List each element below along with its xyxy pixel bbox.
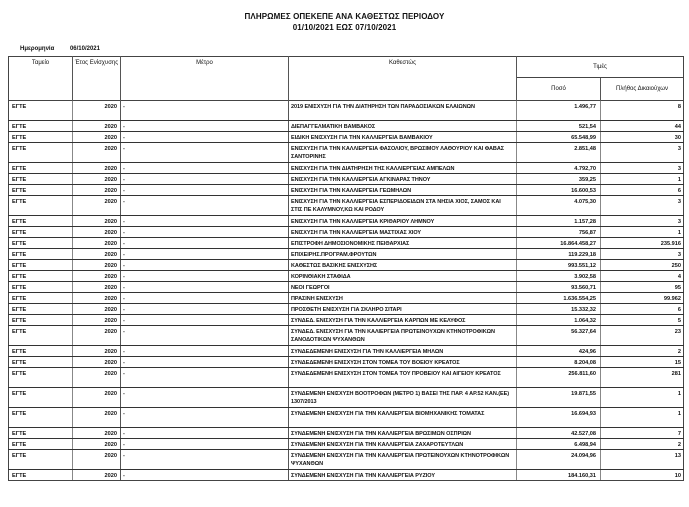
cell-year: 2020 — [73, 357, 121, 368]
cell-year: 2020 — [73, 185, 121, 196]
cell-measure: - — [121, 304, 289, 315]
cell-beneficiaries: 3 — [601, 196, 684, 216]
cell-year: 2020 — [73, 315, 121, 326]
cell-fund: ΕΓΤΕ — [9, 326, 73, 346]
cell-measure: - — [121, 143, 289, 163]
cell-amount: 65.548,99 — [517, 132, 601, 143]
cell-beneficiaries: 44 — [601, 121, 684, 132]
cell-year: 2020 — [73, 174, 121, 185]
cell-year: 2020 — [73, 304, 121, 315]
date-label: Ημερομηνία — [20, 46, 55, 52]
cell-fund: ΕΓΤΕ — [9, 238, 73, 249]
cell-status: ΠΡΑΣΙΝΗ ΕΝΙΣΧΥΣΗ — [289, 293, 517, 304]
header-beneficiaries: Πλήθος Δικαιούχων — [601, 78, 684, 101]
cell-fund: ΕΓΤΕ — [9, 216, 73, 227]
cell-year: 2020 — [73, 143, 121, 163]
cell-year: 2020 — [73, 326, 121, 346]
table-row — [9, 143, 684, 163]
cell-fund: ΕΓΤΕ — [9, 357, 73, 368]
cell-amount: 1.636.554,25 — [517, 293, 601, 304]
cell-amount: 16.600,53 — [517, 185, 601, 196]
table-row — [9, 216, 684, 227]
cell-beneficiaries: 1 — [601, 408, 684, 428]
cell-beneficiaries: 13 — [601, 450, 684, 470]
cell-fund: ΕΓΤΕ — [9, 132, 73, 143]
payments-table — [8, 56, 684, 481]
cell-fund: ΕΓΤΕ — [9, 185, 73, 196]
cell-beneficiaries: 1 — [601, 174, 684, 185]
cell-year: 2020 — [73, 439, 121, 450]
cell-measure: - — [121, 439, 289, 450]
cell-fund: ΕΓΤΕ — [9, 174, 73, 185]
cell-amount: 184.160,31 — [517, 470, 601, 481]
cell-status: 2019 ΕΝΙΣΧΥΣΗ ΓΙΑ ΤΗΝ ΔΙΑΤΗΡΗΣΗ ΤΩΝ ΠΑΡΑΔΟΣΙΑΚΩΝ ΕΛΑΙΩΝΩΝ — [289, 101, 517, 121]
cell-measure: - — [121, 216, 289, 227]
cell-status: ΕΝΙΣΧΥΣΗ ΓΙΑ ΤΗΝ ΚΑΛΛΙΕΡΓΕΙΑ ΜΑΣΤΙΧΑΣ ΧΙΟΥ — [289, 227, 517, 238]
header-fund: Ταμείο — [9, 57, 73, 101]
cell-status: ΣΥΝΔΕΔ. ΕΝΙΣΧΥΣΗ ΓΙΑ ΤΗΝ ΚΑΛΙΕΡΓΕΙΑ ΠΡΩΤΕΙΝΟΥΧΩΝ ΚΤΗΝΟΤΡΟΦΙΚΩΝ ΣΑΝΟΔΟΤΙΚΩΝ ΨΥΧΑΝΘΩΝ — [289, 326, 517, 346]
table-row — [9, 196, 684, 216]
cell-year: 2020 — [73, 450, 121, 470]
header-year: Έτος Ενίσχυσης — [73, 57, 121, 101]
table-row — [9, 132, 684, 143]
cell-fund: ΕΓΤΕ — [9, 196, 73, 216]
table-row — [9, 357, 684, 368]
cell-measure: - — [121, 121, 289, 132]
cell-year: 2020 — [73, 470, 121, 481]
cell-status: ΕΠΙΧΕΙΡΗΣ.ΠΡΟΓΡΑΜ.ΦΡΟΥΤΩΝ — [289, 249, 517, 260]
cell-amount: 4.075,30 — [517, 196, 601, 216]
cell-year: 2020 — [73, 260, 121, 271]
cell-year: 2020 — [73, 346, 121, 357]
table-row — [9, 428, 684, 439]
cell-fund: ΕΓΤΕ — [9, 368, 73, 388]
cell-measure: - — [121, 326, 289, 346]
cell-measure: - — [121, 185, 289, 196]
cell-status: ΣΥΝΔΕΜΕΝΗ ΕΝΙΣΧΥΣΗ ΓΙΑ ΤΗΝ ΚΑΛΛΙΕΡΓΕΙΑ ΠΡΩΤΕΙΝΟΥΧΩΝ ΚΤΗΝΟΤΡΟΦΙΚΩΝ ΨΥΧΑΝΘΩΝ — [289, 450, 517, 470]
cell-amount: 256.811,60 — [517, 368, 601, 388]
cell-amount: 42.527,08 — [517, 428, 601, 439]
table-row — [9, 388, 684, 408]
cell-year: 2020 — [73, 249, 121, 260]
cell-fund: ΕΓΤΕ — [9, 282, 73, 293]
cell-measure: - — [121, 260, 289, 271]
cell-fund: ΕΓΤΕ — [9, 428, 73, 439]
cell-measure: - — [121, 450, 289, 470]
cell-measure: - — [121, 132, 289, 143]
cell-year: 2020 — [73, 196, 121, 216]
header-amount: Ποσό — [517, 78, 601, 101]
cell-year: 2020 — [73, 388, 121, 408]
cell-measure: - — [121, 293, 289, 304]
cell-fund: ΕΓΤΕ — [9, 293, 73, 304]
cell-measure: - — [121, 271, 289, 282]
cell-status: ΣΥΝΔΕΜΕΝΗ ΕΝΙΣΧΥΣΗ ΓΙΑ ΤΗΝ ΚΑΛΛΙΕΡΓΕΙΑ ΒΡΩΣΙΜΩΝ ΟΣΠΡΙΩΝ — [289, 428, 517, 439]
cell-beneficiaries: 281 — [601, 368, 684, 388]
cell-status: ΝΕΟΙ ΓΕΩΡΓΟΙ — [289, 282, 517, 293]
cell-beneficiaries: 10 — [601, 470, 684, 481]
cell-measure: - — [121, 163, 289, 174]
cell-amount: 359,25 — [517, 174, 601, 185]
cell-amount: 424,96 — [517, 346, 601, 357]
cell-fund: ΕΓΤΕ — [9, 101, 73, 121]
cell-fund: ΕΓΤΕ — [9, 388, 73, 408]
cell-beneficiaries: 4 — [601, 271, 684, 282]
cell-fund: ΕΓΤΕ — [9, 163, 73, 174]
table-row — [9, 174, 684, 185]
cell-measure: - — [121, 428, 289, 439]
cell-fund: ΕΓΤΕ — [9, 121, 73, 132]
cell-measure: - — [121, 227, 289, 238]
cell-status: ΕΙΔΙΚΗ ΕΝΙΣΧΥΣΗ ΓΙΑ ΤΗΝ ΚΑΛΛΙΕΡΓΕΙΑ ΒΑΜΒΑΚΙΟΥ — [289, 132, 517, 143]
cell-beneficiaries: 3 — [601, 163, 684, 174]
cell-status: ΣΥΝΔΕΔ. ΕΝΙΣΧΥΣΗ ΓΙΑ ΤΗΝ ΚΑΛΛΙΕΡΓΕΙΑ ΚΑΡΠΩΝ ΜΕ ΚΕΛΥΦΟΣ — [289, 315, 517, 326]
cell-amount: 16.694,93 — [517, 408, 601, 428]
table-row — [9, 293, 684, 304]
cell-year: 2020 — [73, 101, 121, 121]
cell-amount: 8.204,08 — [517, 357, 601, 368]
cell-year: 2020 — [73, 408, 121, 428]
cell-status: ΕΝΙΣΧΥΣΗ ΓΙΑ ΤΗΝ ΔΙΑΤΗΡΗΣΗ ΤΗΣ ΚΑΛΛΙΕΡΓΕΙΑΣ ΑΜΠΕΛΩΝ — [289, 163, 517, 174]
header-values-group: Τιμές — [517, 57, 684, 78]
cell-year: 2020 — [73, 428, 121, 439]
cell-fund: ΕΓΤΕ — [9, 470, 73, 481]
cell-amount: 16.864.458,27 — [517, 238, 601, 249]
cell-status: ΚΟΡΙΝΘΙΑΚΗ ΣΤΑΦΙΔΑ — [289, 271, 517, 282]
cell-status: ΣΥΝΔΕΜΕΝΗ ΕΝΙΣΧΥΣΗ ΓΙΑ ΤΗΝ ΚΑΛΛΙΕΡΓΕΙΑ ΖΑΧΑΡΟΤΕΥΤΛΩΝ — [289, 439, 517, 450]
cell-fund: ΕΓΤΕ — [9, 315, 73, 326]
cell-measure: - — [121, 238, 289, 249]
cell-beneficiaries: 3 — [601, 216, 684, 227]
cell-amount: 1.157,28 — [517, 216, 601, 227]
cell-measure: - — [121, 249, 289, 260]
cell-amount: 756,87 — [517, 227, 601, 238]
cell-amount: 1.496,77 — [517, 101, 601, 121]
cell-year: 2020 — [73, 216, 121, 227]
cell-beneficiaries: 99.962 — [601, 293, 684, 304]
cell-fund: ΕΓΤΕ — [9, 346, 73, 357]
cell-beneficiaries: 15 — [601, 357, 684, 368]
cell-year: 2020 — [73, 293, 121, 304]
cell-measure: - — [121, 346, 289, 357]
cell-status: ΠΡΟΣΘΕΤΗ ΕΝΙΣΧΥΣΗ ΓΙΑ ΣΚΛΗΡΟ ΣΙΤΑΡΙ — [289, 304, 517, 315]
cell-beneficiaries: 6 — [601, 185, 684, 196]
report-date — [20, 46, 100, 52]
cell-status: ΚΑΘΕΣΤΩΣ ΒΑΣΙΚΗΣ ΕΝΙΣΧΥΣΗΣ — [289, 260, 517, 271]
cell-year: 2020 — [73, 132, 121, 143]
cell-beneficiaries: 1 — [601, 388, 684, 408]
cell-amount: 4.792,70 — [517, 163, 601, 174]
table-row — [9, 304, 684, 315]
cell-status: ΕΝΙΣΧΥΣΗ ΓΙΑ ΤΗΝ ΚΑΛΛΙΕΡΓΕΙΑ ΕΣΠΕΡΙΔΟΕΙΔΩΝ ΣΤΑ ΝΗΣΙΑ ΧΙΟΣ, ΣΑΜΟΣ ΚΑΙ ΣΤΙΣ ΠΕ ΚΑΛΥΜΝΟΥ,ΚΩ ΚΑΙ ΡΟΔΟΥ — [289, 196, 517, 216]
cell-status: ΕΝΙΣΧΥΣΗ ΓΙΑ ΤΗΝ ΚΑΛΛΙΕΡΓΕΙΑ ΦΑΣΟΛΙΟΥ, ΒΡΩΣΙΜΟΥ ΛΑΘΟΥΡΙΟΥ ΚΑΙ ΦΑΒΑΣ ΣΑΝΤΟΡΙΝΗΣ — [289, 143, 517, 163]
cell-beneficiaries: 30 — [601, 132, 684, 143]
table-row — [9, 408, 684, 428]
cell-measure: - — [121, 174, 289, 185]
cell-fund: ΕΓΤΕ — [9, 260, 73, 271]
cell-fund: ΕΓΤΕ — [9, 249, 73, 260]
cell-fund: ΕΓΤΕ — [9, 227, 73, 238]
cell-amount: 15.332,32 — [517, 304, 601, 315]
cell-measure: - — [121, 357, 289, 368]
table-row — [9, 282, 684, 293]
report-period: 01/10/2021 ΕΩΣ 07/10/2021 — [292, 23, 397, 32]
cell-year: 2020 — [73, 121, 121, 132]
cell-year: 2020 — [73, 282, 121, 293]
cell-status: ΔΙΕΠΑΓΓΕΛΜΑΤΙΚΗ ΒΑΜΒΑΚΟΣ — [289, 121, 517, 132]
cell-amount: 1.064,32 — [517, 315, 601, 326]
cell-status: ΣΥΝΔΕΔΕΜΕΝΗ ΕΝΙΣΧΥΣΗ ΣΤΟΝ ΤΟΜΕΑ ΤΟΥ ΠΡΟΒΕΙΟΥ ΚΑΙ ΑΙΓΕΙΟΥ ΚΡΕΑΤΟΣ — [289, 368, 517, 388]
cell-year: 2020 — [73, 238, 121, 249]
cell-status: ΕΝΙΣΧΥΣΗ ΓΙΑ ΤΗΝ ΚΑΛΛΙΕΡΓΕΙΑ ΚΡΙΘΑΡΙΟΥ ΛΗΜΝΟΥ — [289, 216, 517, 227]
cell-amount: 56.327,64 — [517, 326, 601, 346]
cell-beneficiaries: 3 — [601, 143, 684, 163]
cell-beneficiaries: 8 — [601, 101, 684, 121]
cell-amount: 93.560,71 — [517, 282, 601, 293]
table-row — [9, 163, 684, 174]
cell-beneficiaries: 7 — [601, 428, 684, 439]
table-row — [9, 260, 684, 271]
cell-amount: 119.229,18 — [517, 249, 601, 260]
cell-status: ΣΥΝΔΕΔΕΜΕΝΗ ΕΝΙΣΧΥΣΗ ΣΤΟΝ ΤΟΜΕΑ ΤΟΥ ΒΟΕΙΟΥ ΚΡΕΑΤΟΣ — [289, 357, 517, 368]
cell-status: ΣΥΝΔΕΜΕΝΗ ΕΝΙΣΧΥΣΗ ΒΟΟΤΡΟΦΩΝ (ΜΕΤΡΟ 1) ΒΑΣΕΙ ΤΗΣ ΠΑΡ. 4 ΑΡ.52 ΚΑΝ.(ΕΕ) 1307/2013 — [289, 388, 517, 408]
cell-amount: 24.094,96 — [517, 450, 601, 470]
table-row — [9, 101, 684, 121]
cell-fund: ΕΓΤΕ — [9, 304, 73, 315]
table-row — [9, 121, 684, 132]
table-row — [9, 315, 684, 326]
cell-fund: ΕΓΤΕ — [9, 143, 73, 163]
cell-beneficiaries: 5 — [601, 315, 684, 326]
table-row — [9, 249, 684, 260]
cell-measure: - — [121, 368, 289, 388]
cell-status: ΕΝΙΣΧΥΣΗ ΓΙΑ ΤΗΝ ΚΑΛΛΙΕΡΓΕΙΑ ΓΕΩΜΗΛΩΝ — [289, 185, 517, 196]
cell-beneficiaries: 250 — [601, 260, 684, 271]
cell-status: ΣΥΝΔΕΔΕΜΕΝΗ ΕΝΙΣΧΥΣΗ ΓΙΑ ΤΗΝ ΚΑΛΛΙΕΡΓΕΙΑ ΜΗΛΩΝ — [289, 346, 517, 357]
cell-beneficiaries: 235.916 — [601, 238, 684, 249]
table-row — [9, 450, 684, 470]
cell-beneficiaries: 2 — [601, 439, 684, 450]
cell-beneficiaries: 3 — [601, 249, 684, 260]
header-status: Καθεστώς — [289, 57, 517, 101]
header-measure: Μέτρο — [121, 57, 289, 101]
cell-beneficiaries: 95 — [601, 282, 684, 293]
table-row — [9, 346, 684, 357]
table-row — [9, 470, 684, 481]
cell-fund: ΕΓΤΕ — [9, 408, 73, 428]
cell-year: 2020 — [73, 271, 121, 282]
cell-fund: ΕΓΤΕ — [9, 271, 73, 282]
cell-year: 2020 — [73, 227, 121, 238]
cell-status: ΕΠΙΣΤΡΟΦΗ ΔΗΜΟΣΙΟΝΟΜΙΚΗΣ ΠΕΙΘΑΡΧΙΑΣ — [289, 238, 517, 249]
cell-year: 2020 — [73, 163, 121, 174]
cell-amount: 3.902,58 — [517, 271, 601, 282]
cell-beneficiaries: 1 — [601, 227, 684, 238]
cell-status: ΕΝΙΣΧΥΣΗ ΓΙΑ ΤΗΝ ΚΑΛΛΙΕΡΓΕΙΑ ΑΓΚΙΝΑΡΑΣ ΤΗΝΟΥ — [289, 174, 517, 185]
cell-measure: - — [121, 408, 289, 428]
table-row — [9, 271, 684, 282]
cell-status: ΣΥΝΔΕΜΕΝΗ ΕΝΙΣΧΥΣΗ ΓΙΑ ΤΗΝ ΚΑΛΛΙΕΡΓΕΙΑ ΡΥΖΙΟΥ — [289, 470, 517, 481]
table-row — [9, 238, 684, 249]
cell-amount: 2.851,48 — [517, 143, 601, 163]
table-row — [9, 227, 684, 238]
table-row — [9, 368, 684, 388]
table-row — [9, 326, 684, 346]
cell-measure: - — [121, 282, 289, 293]
report-title: ΠΛΗΡΩΜΕΣ ΟΠΕΚΕΠΕ ΑΝΑ ΚΑΘΕΣΤΩΣ ΠΕΡΙΟΔΟΥ — [244, 12, 445, 21]
cell-fund: ΕΓΤΕ — [9, 439, 73, 450]
cell-amount: 6.498,94 — [517, 439, 601, 450]
table-body — [9, 101, 684, 481]
cell-measure: - — [121, 388, 289, 408]
table-row — [9, 185, 684, 196]
cell-beneficiaries: 6 — [601, 304, 684, 315]
cell-measure: - — [121, 315, 289, 326]
cell-beneficiaries: 2 — [601, 346, 684, 357]
table-row — [9, 439, 684, 450]
cell-amount: 521,54 — [517, 121, 601, 132]
cell-amount: 19.871,55 — [517, 388, 601, 408]
cell-measure: - — [121, 101, 289, 121]
cell-amount: 993.551,12 — [517, 260, 601, 271]
cell-fund: ΕΓΤΕ — [9, 450, 73, 470]
cell-measure: - — [121, 470, 289, 481]
cell-status: ΣΥΝΔΕΜΕΝΗ ΕΝΙΣΧΥΣΗ ΓΙΑ ΤΗΝ ΚΑΛΛΙΕΡΓΕΙΑ ΒΙΟΜΗΧΑΝΙΚΗΣ ΤΟΜΑΤΑΣ — [289, 408, 517, 428]
cell-beneficiaries: 23 — [601, 326, 684, 346]
cell-measure: - — [121, 196, 289, 216]
cell-year: 2020 — [73, 368, 121, 388]
date-value: 06/10/2021 — [69, 46, 100, 52]
